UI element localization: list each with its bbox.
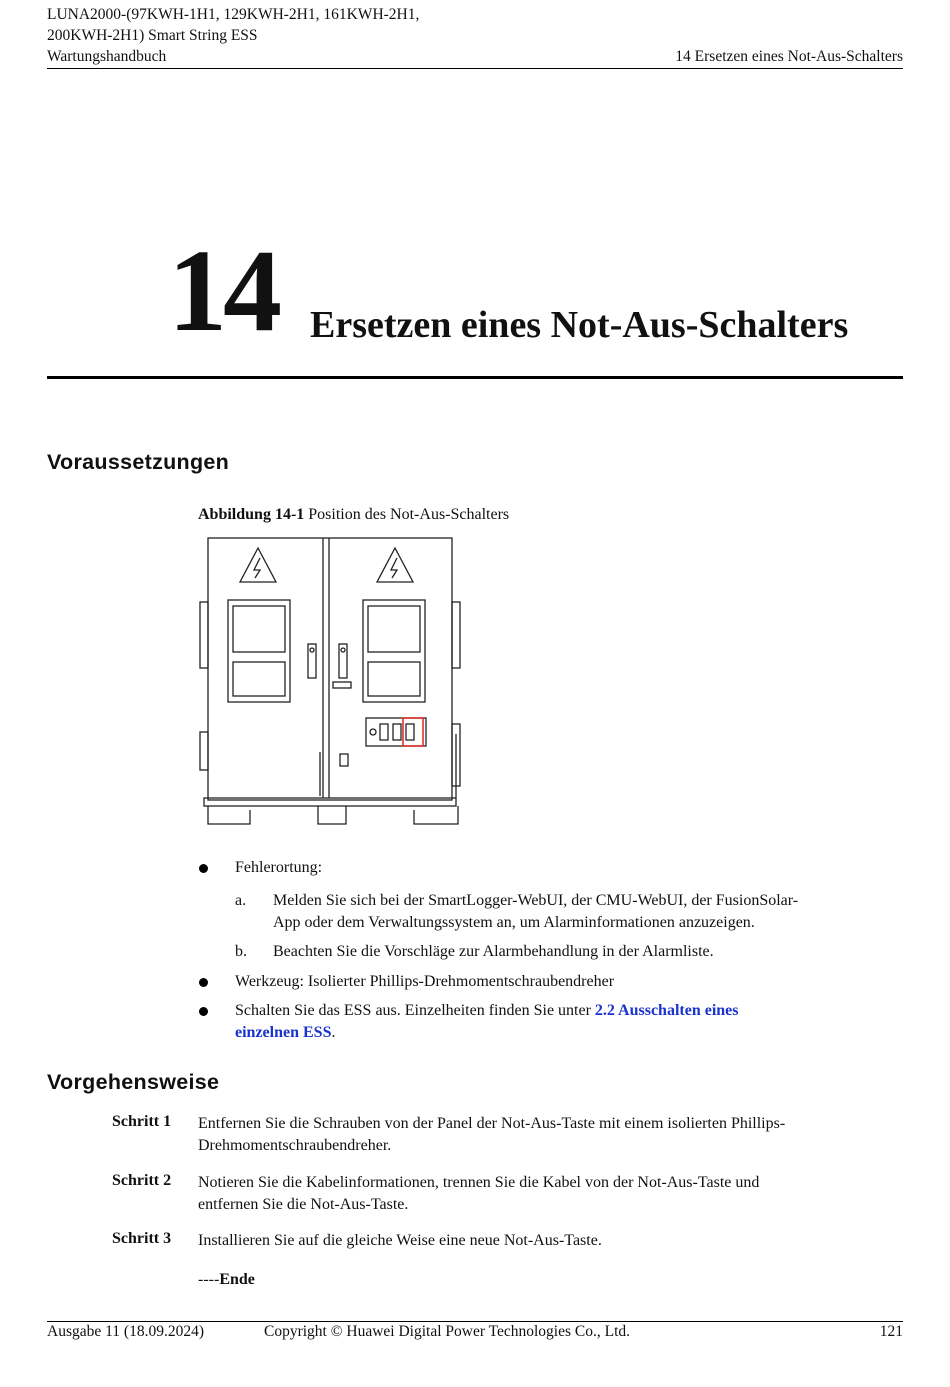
header-rule	[47, 68, 903, 69]
step-label-2: Schritt 2	[112, 1172, 172, 1189]
figure-label: Abbildung 14-1	[198, 506, 305, 523]
sub-item-b: Beachten Sie die Vorschläge zur Alarmbehandlung in der Alarmliste.	[273, 943, 714, 960]
bullet-marker	[199, 1007, 208, 1016]
bullet-power-off-line2	[235, 1022, 335, 1044]
footer-issue: Ausgabe 11 (18.09.2024)	[47, 1323, 204, 1340]
header-doc-type: Wartungshandbuch	[47, 48, 167, 65]
bullet-marker	[199, 864, 208, 873]
sub-item-a-line1: Melden Sie sich bei der SmartLogger-WebUI, der CMU-WebUI, der FusionSolar-	[273, 892, 799, 909]
sub-marker-a: a.	[235, 892, 247, 909]
figure-caption-text: Position des Not-Aus-Schalters	[308, 506, 510, 523]
procedure-end	[198, 1269, 255, 1291]
bullet-power-off-line1	[235, 1000, 739, 1022]
section-heading-procedure: Vorgehensweise	[47, 1070, 220, 1094]
step-text-1-line2: Drehmomentschraubendreher.	[198, 1137, 392, 1154]
end-word: Ende	[219, 1271, 255, 1288]
bullet-marker	[199, 978, 208, 987]
step-text-2-line2: entfernen Sie die Not-Aus-Taste.	[198, 1196, 409, 1213]
chapter-title: Ersetzen eines Not-Aus-Schalters	[310, 304, 849, 346]
step-text-3-line1: Installieren Sie auf die gleiche Weise eine neue Not-Aus-Taste.	[198, 1232, 602, 1249]
end-dashes: ----	[198, 1271, 220, 1288]
chapter-rule	[47, 376, 903, 379]
step-label-1: Schritt 1	[112, 1113, 172, 1130]
sub-marker-b: b.	[235, 943, 247, 960]
header-doc-title-1: LUNA2000-(97KWH-1H1, 129KWH-2H1, 161KWH-2H1,	[47, 6, 420, 23]
header-doc-title-2: 200KWH-2H1) Smart String ESS	[47, 27, 258, 44]
chapter-number: 14	[168, 225, 278, 356]
header-chapter-ref: 14 Ersetzen eines Not-Aus-Schalters	[675, 48, 903, 65]
footer-page-number: 121	[879, 1323, 903, 1340]
step-text-2-line1: Notieren Sie die Kabelinformationen, trennen Sie die Kabel von der Not-Aus-Taste und	[198, 1174, 760, 1191]
ess-cabinet-figure	[196, 534, 468, 830]
step-label-3: Schritt 3	[112, 1230, 172, 1247]
power-off-link-cont[interactable]: einzelnen ESS	[235, 1024, 332, 1041]
step-text-1-line1: Entfernen Sie die Schrauben von der Panel der Not-Aus-Taste mit einem isolierten Phillips-	[198, 1115, 786, 1132]
power-off-link[interactable]: 2.2 Ausschalten eines	[594, 1002, 739, 1019]
bullet-power-off-text: Schalten Sie das ESS aus. Einzelheiten finden Sie unter	[235, 1002, 595, 1019]
bullet-fault-location: Fehlerortung:	[235, 859, 323, 876]
footer-copyright: Copyright © Huawei Digital Power Technologies Co., Ltd.	[264, 1323, 630, 1340]
figure-caption	[198, 506, 509, 524]
bullet-power-off-end: .	[331, 1024, 336, 1041]
footer-rule	[47, 1321, 903, 1322]
bullet-tool: Werkzeug: Isolierter Phillips-Drehmomentschraubendreher	[235, 973, 615, 990]
sub-item-a-line2: App oder dem Verwaltungssystem an, um Alarminformationen anzuzeigen.	[273, 914, 755, 931]
section-heading-prerequisites: Voraussetzungen	[47, 450, 230, 474]
